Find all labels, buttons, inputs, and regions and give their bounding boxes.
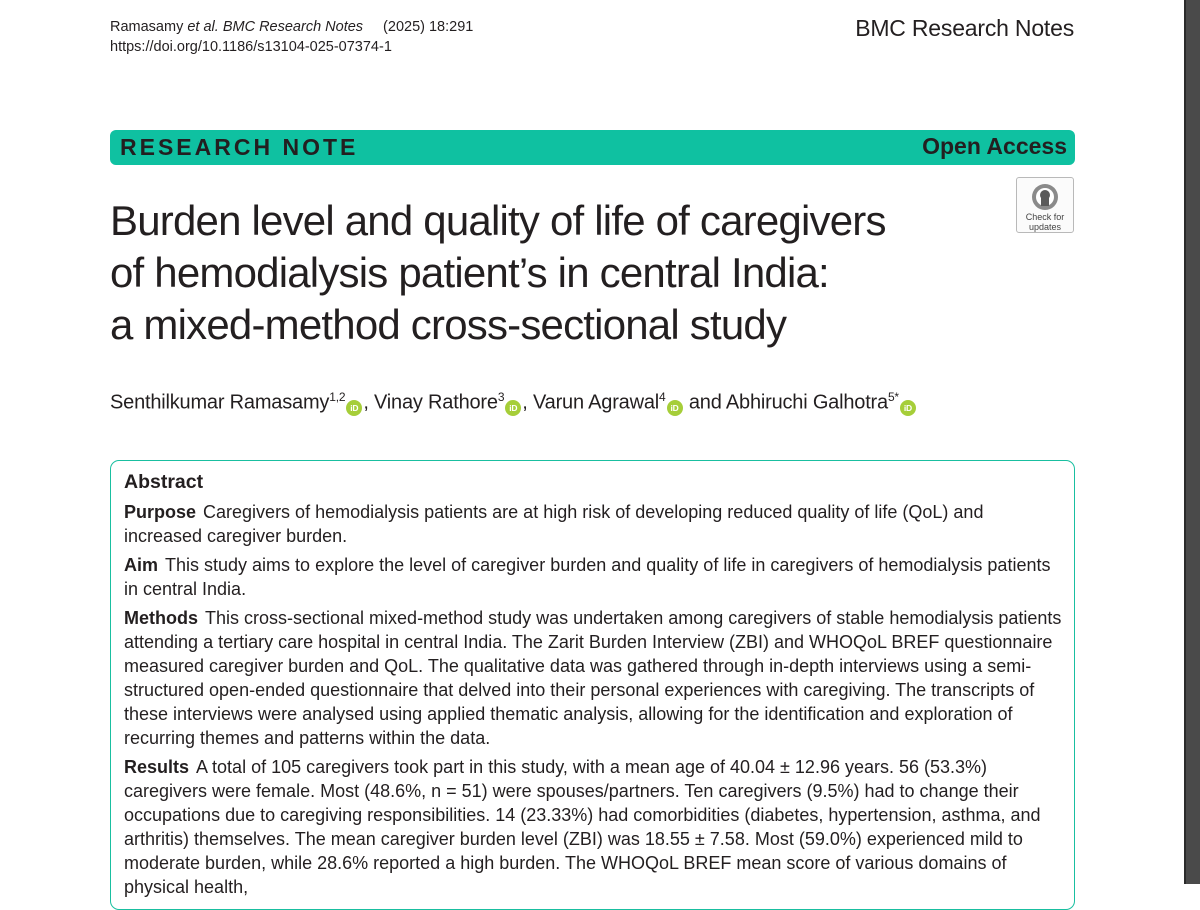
check-for-updates-badge[interactable]: Check for updates xyxy=(1016,177,1074,233)
author-name[interactable]: Senthilkumar Ramasamy xyxy=(110,391,330,414)
abstract-methods: Methods This cross-sectional mixed-method study was undertaken among caregivers of stable hemodialysis patients attending a tertiary care hospital in central India. The Zarit Burden Interview (ZBI) and WHOQoL BREF questionnaire measured caregiver burden and QoL. The qualitative data was gathered through in-depth interviews using a semi-structured open-ended questionnaire that delved into their personal experiences with caregiving. The transcripts of these interviews were analysed using applied thematic analysis, allowing for the identification and exploration of recurring themes and patterns within the data. xyxy=(124,608,1062,748)
open-access-label: Open Access xyxy=(922,133,1067,159)
author-name[interactable]: Abhiruchi Galhotra xyxy=(725,391,888,414)
citation: Ramasamy et al. BMC Research Notes (2025) 18:291 xyxy=(110,19,474,35)
article-title: Burden level and quality of life of caregivers of hemodialysis patient’s in central India: a mixed-method cross-sectional study xyxy=(110,197,886,348)
check-for-updates-icon xyxy=(1030,182,1060,212)
abstract-purpose: Purpose Caregivers of hemodialysis patients are at high risk of developing reduced quality of life (QoL) and increased caregiver burden. xyxy=(124,502,984,546)
abstract-box xyxy=(110,460,1075,910)
viewer-scrollbar[interactable] xyxy=(1184,0,1200,884)
article-type: RESEARCH NOTE xyxy=(120,134,359,160)
orcid-icon[interactable]: iD xyxy=(667,400,683,416)
journal-name: BMC Research Notes xyxy=(855,15,1074,41)
author-name[interactable]: Vinay Rathore xyxy=(374,391,498,414)
article-type-banner xyxy=(110,130,1075,165)
abstract-aim: Aim This study aims to explore the level of caregiver burden and quality of life in caregivers of hemodialysis patients in central India. xyxy=(124,555,1051,599)
doi-link[interactable]: https://doi.org/10.1186/s13104-025-07374-1 xyxy=(110,39,392,55)
abstract-results: Results A total of 105 caregivers took part in this study, with a mean age of 40.04 ± 12.96 years. 56 (53.3%) caregivers were female. Most (48.6%, n = 51) were spouses/partners. Ten caregivers (9.5%) had to change their occupations due to caregiving responsibilities. 14 (23.33%) had comorbidities (diabetes, hypertension, asthma, and arthritis) themselves. The mean caregiver burden level (ZBI) was 18.55 ± 7.58. Most (59.0%) experienced mild to moderate burden, while 28.6% reported a high burden. The WHOQoL BREF mean score of various domains of physical health, xyxy=(124,757,1041,897)
orcid-icon[interactable]: iD xyxy=(505,400,521,416)
author-name[interactable]: Varun Agrawal xyxy=(533,391,660,414)
orcid-icon[interactable]: iD xyxy=(346,400,362,416)
author-list: Senthilkumar Ramasamy$^{1,2}$iD , Vinay Rathore$^3$iD , Varun Agrawal$^4$iD and Abhiruchi Galhotra$^{5*}$iD xyxy=(110,390,917,416)
abstract-heading: Abstract xyxy=(124,471,204,493)
running-header xyxy=(110,17,473,57)
orcid-icon[interactable]: iD xyxy=(900,400,916,416)
